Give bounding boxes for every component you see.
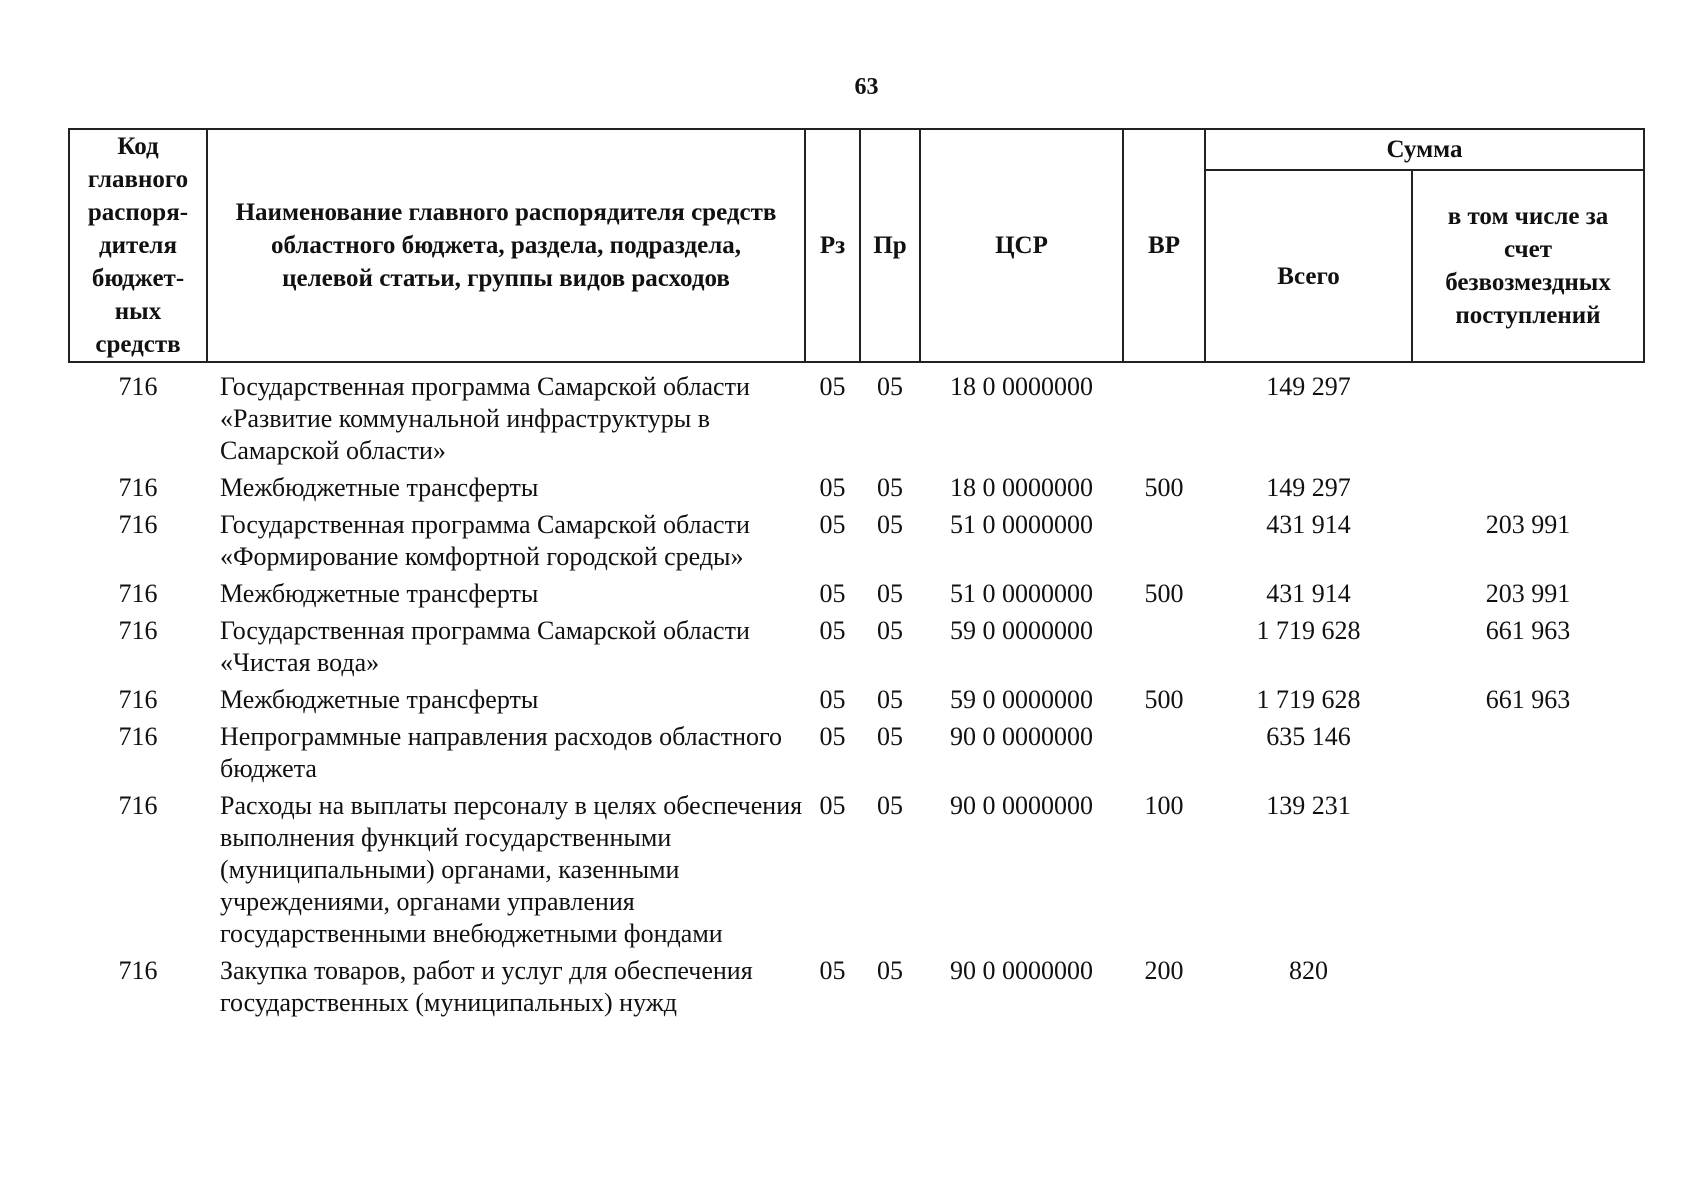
cell-rz: 05 bbox=[819, 956, 846, 985]
cell-vr: 500 bbox=[1144, 579, 1184, 608]
table-row bbox=[69, 573, 1644, 610]
cell-csr: 90 0 0000000 bbox=[950, 956, 1093, 985]
table-body bbox=[69, 362, 1644, 1019]
cell-code: 716 bbox=[118, 510, 158, 539]
cell-csr: 51 0 0000000 bbox=[950, 510, 1093, 539]
cell-rz: 05 bbox=[819, 616, 846, 645]
header-code: Код главного распоря-дителя бюджет-ных средств bbox=[69, 129, 207, 362]
cell-name: Закупка товаров, работ и услуг для обеспечения государственных (муниципальных) нужд bbox=[220, 956, 753, 1017]
cell-gratuitous: 661 963 bbox=[1485, 685, 1571, 714]
cell-csr: 18 0 0000000 bbox=[950, 473, 1093, 502]
cell-code: 716 bbox=[118, 685, 158, 714]
table-header bbox=[69, 129, 1644, 362]
cell-gratuitous: 203 991 bbox=[1485, 579, 1571, 608]
cell-total: 431 914 bbox=[1266, 510, 1351, 539]
cell-total: 1 719 628 bbox=[1256, 685, 1361, 714]
cell-vr bbox=[1123, 610, 1205, 679]
table-row bbox=[69, 785, 1644, 950]
cell-name: Государственная программа Самарской области «Чистая вода» bbox=[220, 616, 750, 677]
cell-gratuitous: 661 963 bbox=[1485, 616, 1571, 645]
cell-total: 139 231 bbox=[1266, 791, 1351, 820]
cell-rz: 05 bbox=[819, 685, 846, 714]
cell-pr: 05 bbox=[877, 685, 903, 714]
cell-vr: 100 bbox=[1144, 791, 1184, 820]
cell-rz: 05 bbox=[819, 722, 846, 751]
cell-code: 716 bbox=[118, 791, 158, 820]
cell-pr: 05 bbox=[877, 510, 903, 539]
header-vr: ВР bbox=[1123, 129, 1205, 362]
cell-gratuitous bbox=[1412, 785, 1644, 950]
cell-pr: 05 bbox=[877, 473, 903, 502]
table-row bbox=[69, 504, 1644, 573]
cell-name: Государственная программа Самарской области «Развитие коммунальной инфраструктуры в Самарской области» bbox=[220, 372, 750, 465]
cell-code: 716 bbox=[118, 956, 158, 985]
cell-rz: 05 bbox=[819, 579, 846, 608]
cell-gratuitous bbox=[1412, 950, 1644, 1019]
cell-vr: 200 bbox=[1144, 956, 1184, 985]
budget-table bbox=[68, 128, 1645, 1019]
cell-vr bbox=[1123, 362, 1205, 467]
cell-pr: 05 bbox=[877, 791, 903, 820]
cell-gratuitous bbox=[1412, 467, 1644, 504]
cell-csr: 90 0 0000000 bbox=[950, 722, 1093, 751]
cell-csr: 59 0 0000000 bbox=[950, 616, 1093, 645]
header-sum: Сумма bbox=[1205, 129, 1644, 170]
cell-total: 149 297 bbox=[1266, 372, 1351, 401]
cell-gratuitous bbox=[1412, 362, 1644, 467]
header-rz: Рз bbox=[805, 129, 860, 362]
cell-rz: 05 bbox=[819, 372, 846, 401]
cell-code: 716 bbox=[118, 372, 158, 401]
cell-rz: 05 bbox=[819, 791, 846, 820]
cell-name: Межбюджетные трансферты bbox=[220, 473, 539, 502]
cell-csr: 51 0 0000000 bbox=[950, 579, 1093, 608]
cell-rz: 05 bbox=[819, 473, 846, 502]
cell-vr: 500 bbox=[1144, 473, 1184, 502]
cell-code: 716 bbox=[118, 473, 158, 502]
table-row bbox=[69, 610, 1644, 679]
cell-pr: 05 bbox=[877, 579, 903, 608]
cell-pr: 05 bbox=[877, 956, 903, 985]
cell-csr: 18 0 0000000 bbox=[950, 372, 1093, 401]
cell-total: 635 146 bbox=[1266, 722, 1351, 751]
cell-pr: 05 bbox=[877, 616, 903, 645]
header-total: Всего bbox=[1205, 170, 1412, 362]
cell-rz: 05 bbox=[819, 510, 846, 539]
cell-code: 716 bbox=[118, 722, 158, 751]
header-name: Наименование главного распорядителя средств областного бюджета, раздела, подраздела, целевой статьи, группы видов расходов bbox=[207, 129, 805, 362]
table-row bbox=[69, 467, 1644, 504]
cell-name: Расходы на выплаты персоналу в целях обеспечения выполнения функций государственными (муниципальными) органами, казенными учреждениями, органами управления государственными внебюджетными фондами bbox=[220, 791, 803, 948]
cell-csr: 90 0 0000000 bbox=[950, 791, 1093, 820]
cell-gratuitous: 203 991 bbox=[1485, 510, 1571, 539]
cell-vr: 500 bbox=[1144, 685, 1184, 714]
cell-name: Межбюджетные трансферты bbox=[220, 579, 539, 608]
table-row bbox=[69, 950, 1644, 1019]
page-number: 63 bbox=[854, 74, 879, 100]
table-row bbox=[69, 362, 1644, 467]
cell-pr: 05 bbox=[877, 722, 903, 751]
cell-name: Государственная программа Самарской области «Формирование комфортной городской среды» bbox=[220, 510, 750, 571]
cell-total: 149 297 bbox=[1266, 473, 1351, 502]
header-csr: ЦСР bbox=[920, 129, 1123, 362]
cell-pr: 05 bbox=[877, 372, 903, 401]
cell-vr bbox=[1123, 716, 1205, 785]
cell-code: 716 bbox=[118, 616, 158, 645]
cell-code: 716 bbox=[118, 579, 158, 608]
cell-total: 1 719 628 bbox=[1256, 616, 1361, 645]
cell-total: 820 bbox=[1289, 956, 1328, 985]
cell-vr bbox=[1123, 504, 1205, 573]
cell-csr: 59 0 0000000 bbox=[950, 685, 1093, 714]
cell-name: Непрограммные направления расходов областного бюджета bbox=[220, 722, 782, 783]
table-row bbox=[69, 716, 1644, 785]
table-row bbox=[69, 679, 1644, 716]
header-pr: Пр bbox=[860, 129, 920, 362]
header-gratuitous: в том числе за счет безвозмездных поступлений bbox=[1412, 170, 1644, 362]
cell-name: Межбюджетные трансферты bbox=[220, 685, 539, 714]
cell-total: 431 914 bbox=[1266, 579, 1351, 608]
cell-gratuitous bbox=[1412, 716, 1644, 785]
